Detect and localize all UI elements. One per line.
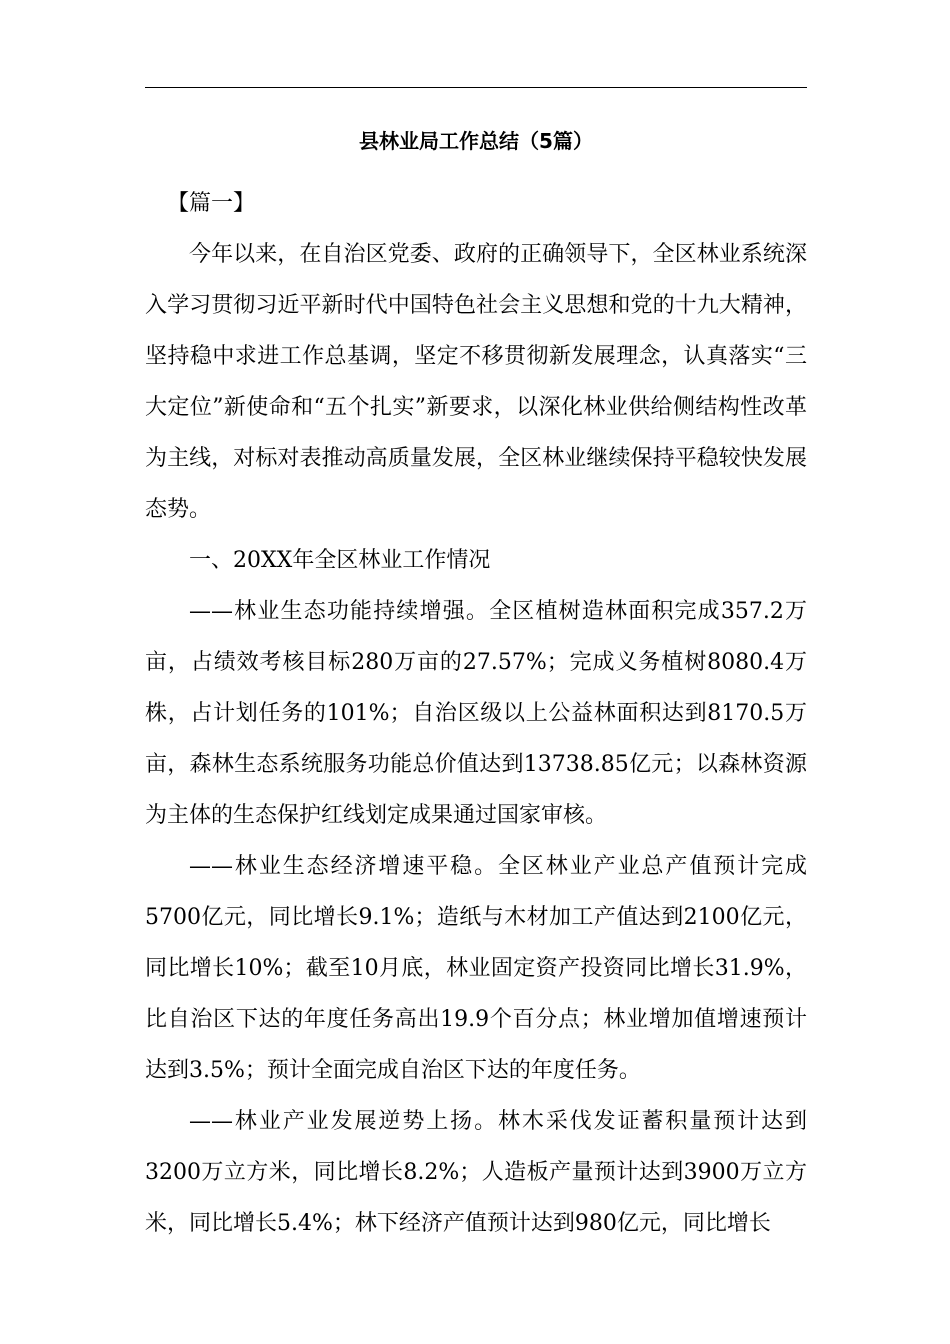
section-heading: 一、20XX年全区林业工作情况 xyxy=(189,548,491,573)
header-rule xyxy=(145,87,807,88)
document-title: 县林业局工作总结（5篇） xyxy=(359,129,593,153)
document-body xyxy=(145,178,807,1249)
paragraph-economy: ——林业生态经济增速平稳。全区林业产业总产值预计完成5700亿元，同比增长9.1%；造纸与木材加工产值达到2100亿元，同比增长10%；截至10月底，林业固定资产投资同比增长31.9%，比自治区下达的年度任务高出19.9个百分点；林业增加值增速预计达到3.5%；预计全面完成自治区下达的年度任务。 xyxy=(145,854,807,1083)
paragraph-industry: ——林业产业发展逆势上扬。林木采伐发证蓄积量预计达到3200万立方米，同比增长8.2%；人造板产量预计达到3900万立方米，同比增长5.4%；林下经济产值预计达到980亿元，同比增长 xyxy=(145,1109,807,1236)
paragraph-ecology: ——林业生态功能持续增强。全区植树造林面积完成357.2万亩，占绩效考核目标280万亩的27.57%；完成义务植树8080.4万株，占计划任务的101%；自治区级以上公益林面积达到8170.5万亩，森林生态系统服务功能总价值达到13738.85亿元；以森林资源为主体的生态保护红线划定成果通过国家审核。 xyxy=(145,599,807,828)
section-label: 【篇一】 xyxy=(167,191,256,216)
paragraph-intro: 今年以来，在自治区党委、政府的正确领导下，全区林业系统深入学习贯彻习近平新时代中国特色社会主义思想和党的十九大精神，坚持稳中求进工作总基调，坚定不移贯彻新发展理念，认真落实“三大定位”新使命和“五个扎实”新要求，以深化林业供给侧结构性改革为主线，对标对表推动高质量发展，全区林业继续保持平稳较快发展态势。 xyxy=(145,242,807,522)
